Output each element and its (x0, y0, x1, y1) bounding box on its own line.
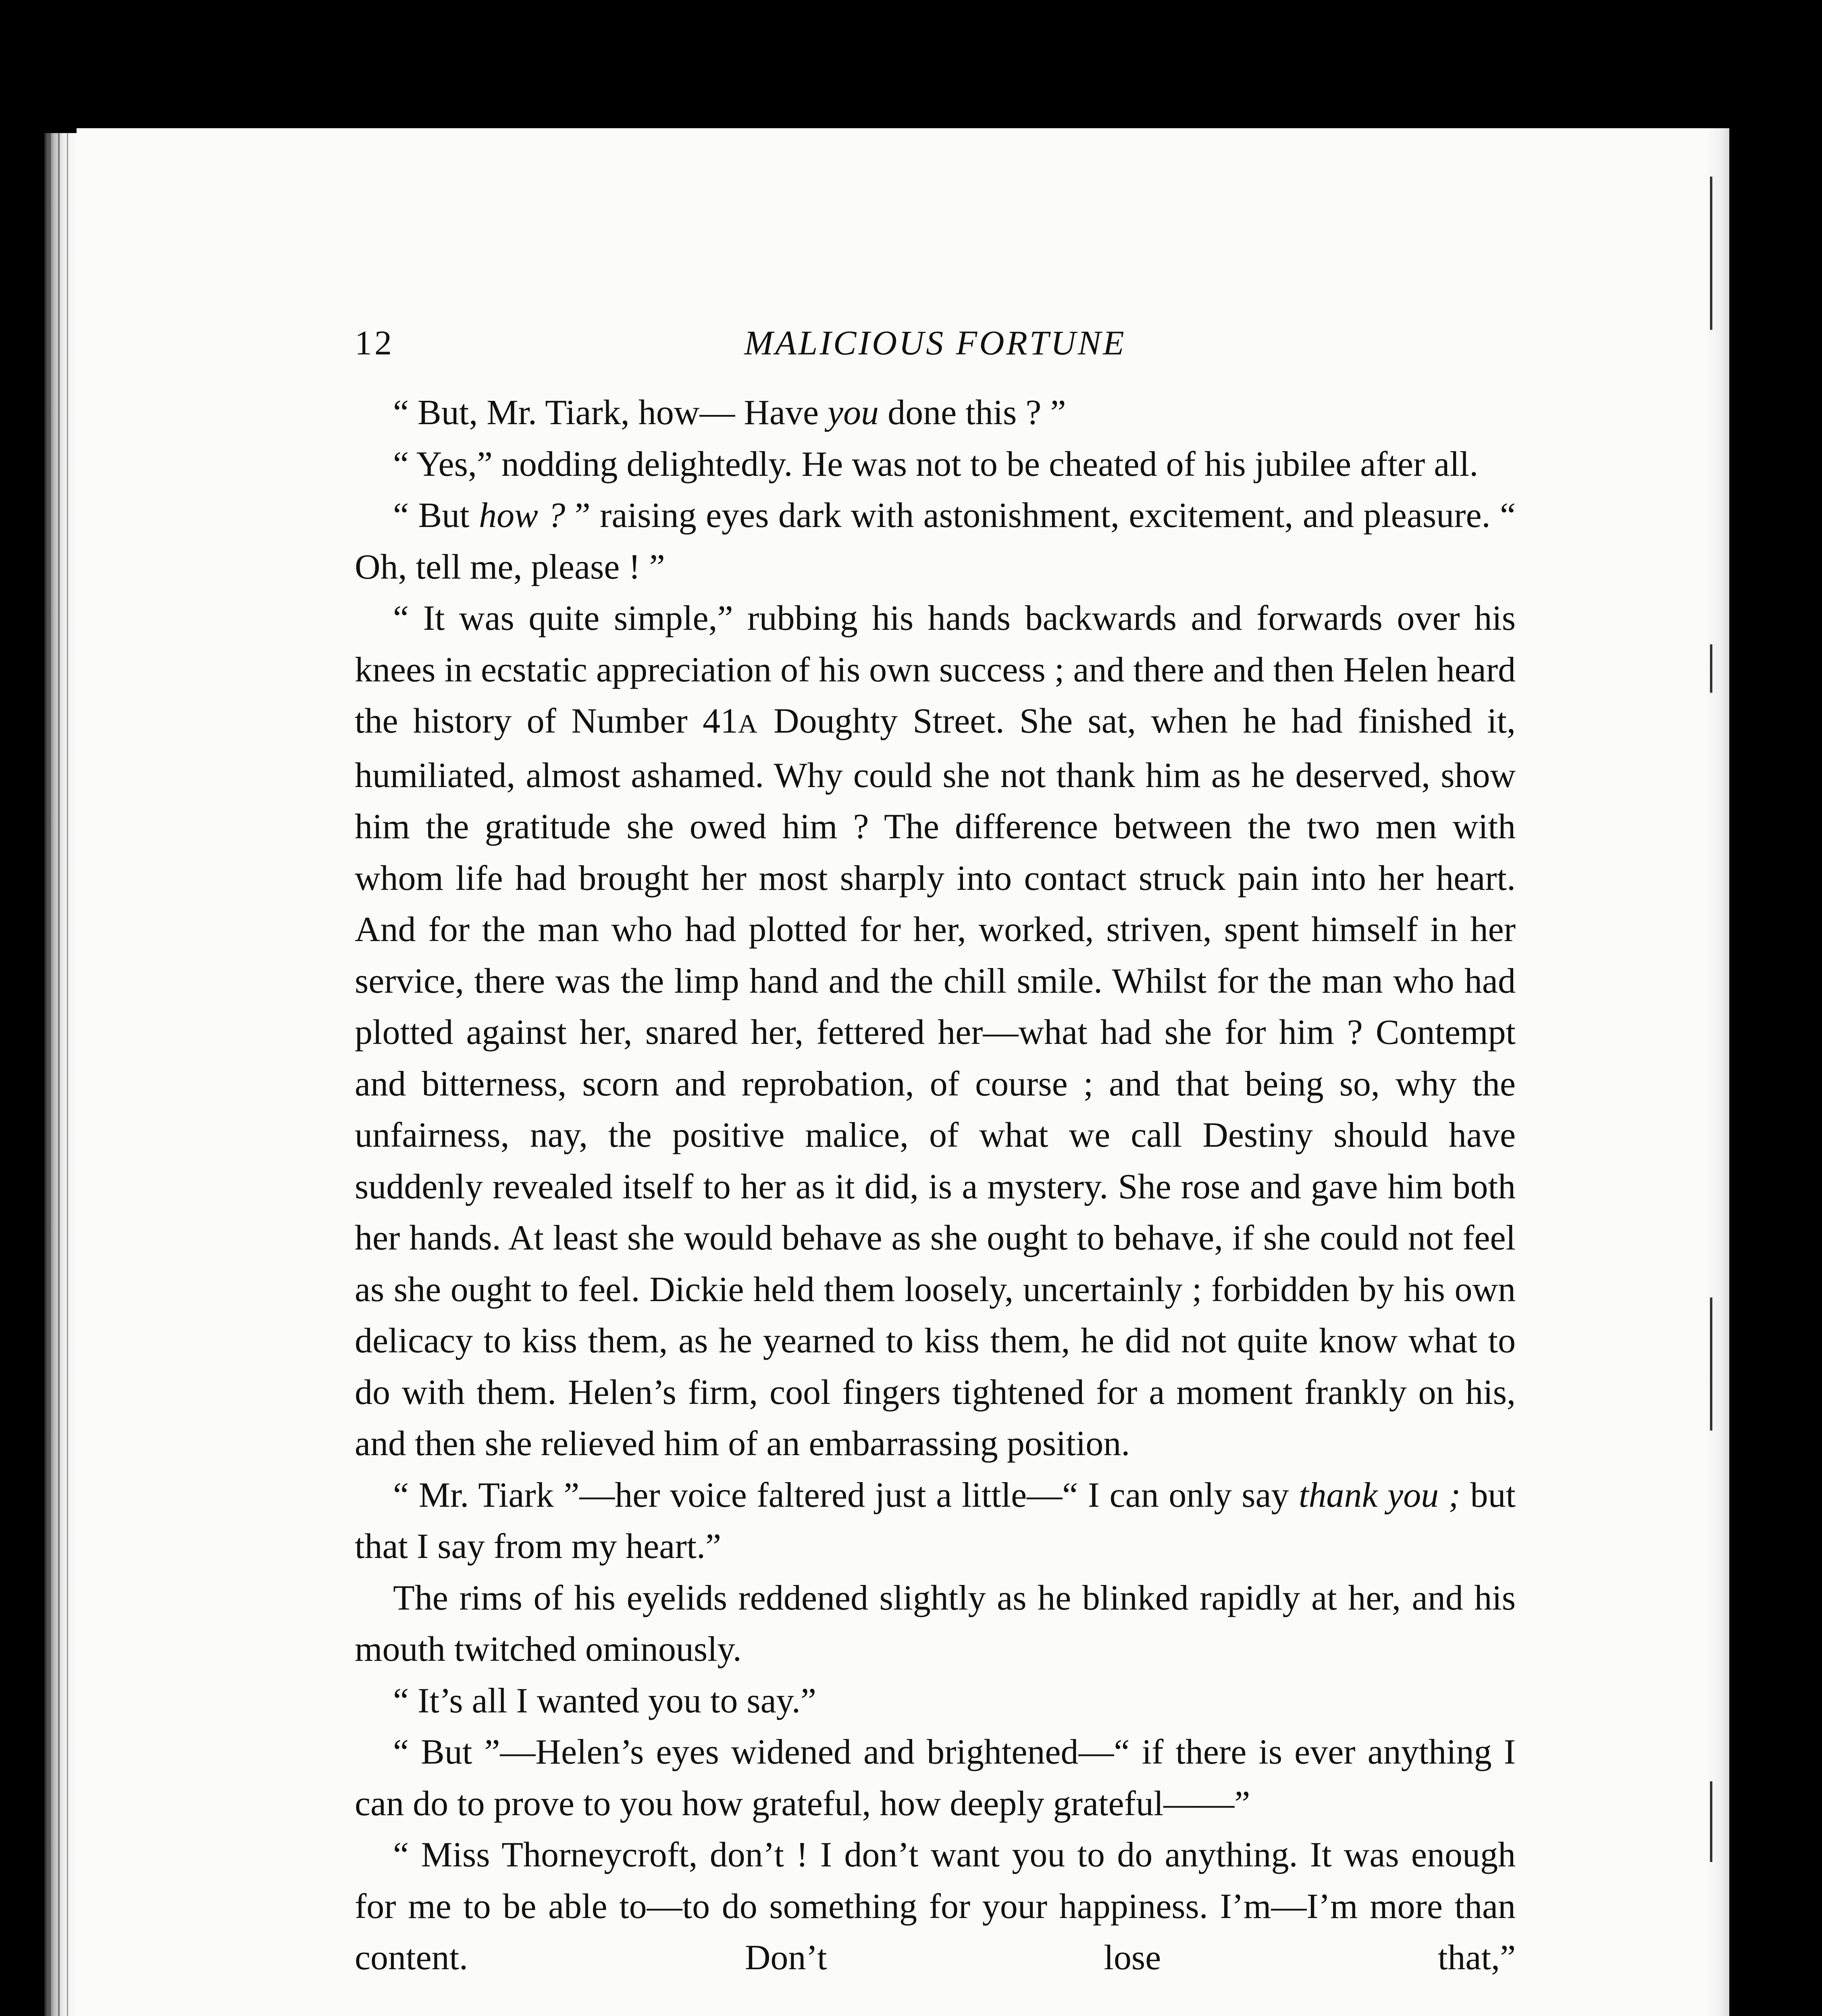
paragraph: “ But ”—Helen’s eyes widened and brightened—“ if there is ever anything I can do to prove to you how grateful, how deeply grateful——” (355, 1733, 1516, 1823)
page-left-edge (44, 133, 77, 2016)
small-caps-span: A (738, 709, 759, 739)
text-span: ” raising eyes dark with astonishment, excitement, and pleasure. “ Oh, tell me, please ! ” (355, 496, 1516, 587)
page-number: 12 (355, 323, 394, 362)
paragraph: “ Yes,” nodding delightedly. He was not to be cheated of his jubilee after all. (393, 444, 1479, 484)
text-span: “ It was quite simple,” rubbing his hands backwards and forwards over his knees in ecstatic appreciation of his own success ; and there and then Helen heard the history of Number 41 (355, 599, 1516, 741)
paragraph: The rims of his eyelids reddened slightly as he blinked rapidly at her, and his mouth twitched ominously. (355, 1578, 1516, 1669)
text-span: “ Mr. Tiark ”—her voice faltered just a little—“ I can only say (393, 1475, 1299, 1515)
page-right-edge (1705, 128, 1729, 2016)
paragraph: “ Miss Thorneycroft, don’t ! I don’t want you to do anything. It was enough for me to be able to—to do something for your happiness. I’m—I’m more than content. Don’t lose that,” (355, 1835, 1516, 1977)
paragraph (355, 593, 1516, 1470)
text-span: done this ? ” (879, 393, 1066, 432)
paragraph: “ It’s all I wanted you to say.” (393, 1681, 816, 1720)
italic-span: how ? (479, 496, 566, 535)
italic-span: you (828, 393, 879, 432)
text-span: “ But, Mr. Tiark, how— Have (393, 393, 828, 432)
body-text (355, 387, 1516, 1984)
paragraph (355, 1470, 1516, 1572)
text-span: Doughty Street. She sat, when he had finished it, humiliated, almost ashamed. Why could she not thank him as he deserved, show him the gratitude she owed him ? The difference between the two men with whom life had brought her most sharply into contact struck pain into her heart. And for the man who had plotted for her, worked, striven, spent himself in her service, there was the limp hand and the chill smile. Whilst for the man who had plotted against her, snared her, fettered her—what had she for him ? Contempt and bitterness, scorn and reprobation, of course ; and that being so, why the unfairness, nay, the positive malice, of what we call Destiny should have suddenly revealed itself to her as it did, is a mystery. She rose and gave him both her hands. At least she would behave as she ought to behave, if she could not feel as she ought to feel. Dickie held them loosely, uncertainly ; forbidden by his own delicacy to kiss them, as he yearned to kiss them, he did not quite know what to do with them. Helen’s firm, cool fingers tightened for a moment frankly on his, and then she relieved him of an embarrassing position. (355, 702, 1516, 1463)
text-span: but that I say from my heart.” (355, 1475, 1516, 1566)
running-title: MALICIOUS FORTUNE (744, 323, 1126, 362)
page-header (355, 323, 1516, 367)
paragraph (355, 490, 1516, 593)
italic-span: thank you ; (1299, 1475, 1460, 1515)
paragraph (355, 387, 1516, 439)
text-span: “ But (393, 496, 479, 535)
